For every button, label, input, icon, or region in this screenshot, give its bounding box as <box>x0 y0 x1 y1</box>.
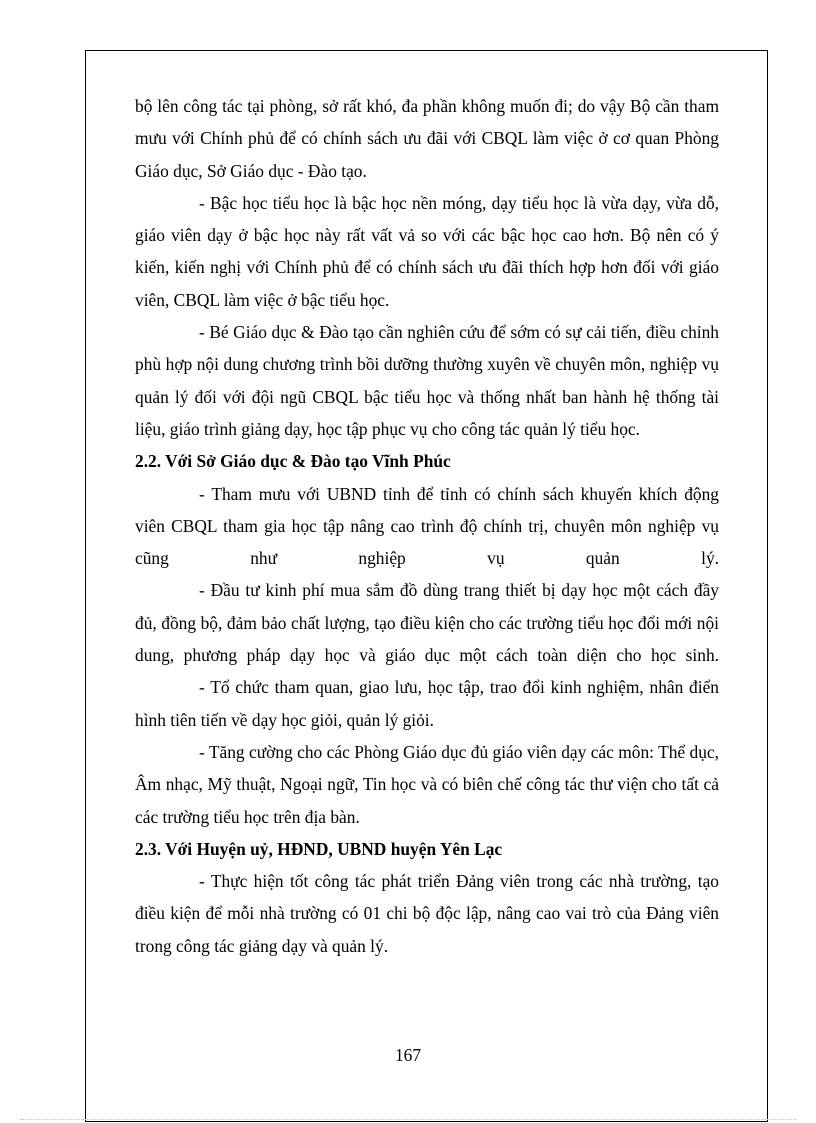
paragraph-study-tours: - Tổ chức tham quan, giao lưu, học tập, trao đổi kinh nghiệm, nhân điển hình tiên tiến về dạy học giỏi, quản lý giỏi. <box>135 677 719 730</box>
body-text <box>135 90 719 962</box>
section-heading-2-3: 2.3. Với Huyện uỷ, HĐND, UBND huyện Yên Lạc <box>135 838 503 859</box>
paragraph-primary-level: - Bậc học tiểu học là bậc học nền móng, dạy tiểu học là vừa dạy, vừa dỗ, giáo viên dạy ở bậc học này rất vất vả so với các bậc học cao hơn. Bộ nên có ý kiến, kiến nghị với Chính phủ để có chính sách ưu đãi thích hợp hơn đối với giáo viên, CBQL làm việc ở bậc tiểu học. <box>135 192 719 310</box>
page-number: 167 <box>394 1045 422 1065</box>
paragraph-party-development: - Thực hiện tốt công tác phát triển Đảng viên trong các nhà trường, tạo điều kiện để mỗi nhà trường có 01 chi bộ độc lập, nâng cao vai trò của Đảng viên trong công tác giảng dạy và quản lý. <box>135 871 719 956</box>
paragraph-advise-ubnd: - Tham mưu với UBND tỉnh để tỉnh có chính sách khuyến khích động viên CBQL tham gia học tập nâng cao trình độ chính trị, chuyên môn nghiệp vụ cũng như nghiệp vụ quản lý. <box>135 483 719 569</box>
section-heading-2-2: 2.2. Với Sở Giáo dục & Đào tạo Vĩnh Phúc <box>135 451 451 472</box>
paragraph-ministry-curriculum: - Bé Giáo dục & Đào tạo cần nghiên cứu để sớm có sự cải tiến, điều chỉnh phù hợp nội dung chương trình bồi dưỡng thường xuyên về chuyên môn, nghiệp vụ quản lý đối với đội ngũ CBQL bậc tiểu học và thống nhất ban hành hệ thống tài liệu, giáo trình giảng dạy, học tập phục vụ cho công tác quản lý tiểu học. <box>135 322 719 439</box>
paragraph-continuation: bộ lên công tác tại phòng, sở rất khó, đa phần không muốn đi; do vậy Bộ cần tham mưu với Chính phủ để có chính sách ưu đãi với CBQL làm việc ở cơ quan Phòng Giáo dục, Sở Giáo dục - Đào tạo. <box>135 96 719 181</box>
paragraph-equipment-investment: - Đầu tư kinh phí mua sắm đồ dùng trang thiết bị dạy học một cách đầy đủ, đồng bộ, đảm bảo chất lượng, tạo điều kiện cho các trường tiểu học đổi mới nội dung, phương pháp dạy học và giáo dục một cách toàn diện cho học sinh. <box>135 580 719 666</box>
paragraph-staffing: - Tăng cường cho các Phòng Giáo dục đủ giáo viên dạy các môn: Thể dục, Âm nhạc, Mỹ thuật, Ngoại ngữ, Tin học và có biên chế công tác thư viện cho tất cả các trường tiểu học trên địa bàn. <box>135 741 719 827</box>
footer-dotted-rule <box>20 1119 796 1120</box>
